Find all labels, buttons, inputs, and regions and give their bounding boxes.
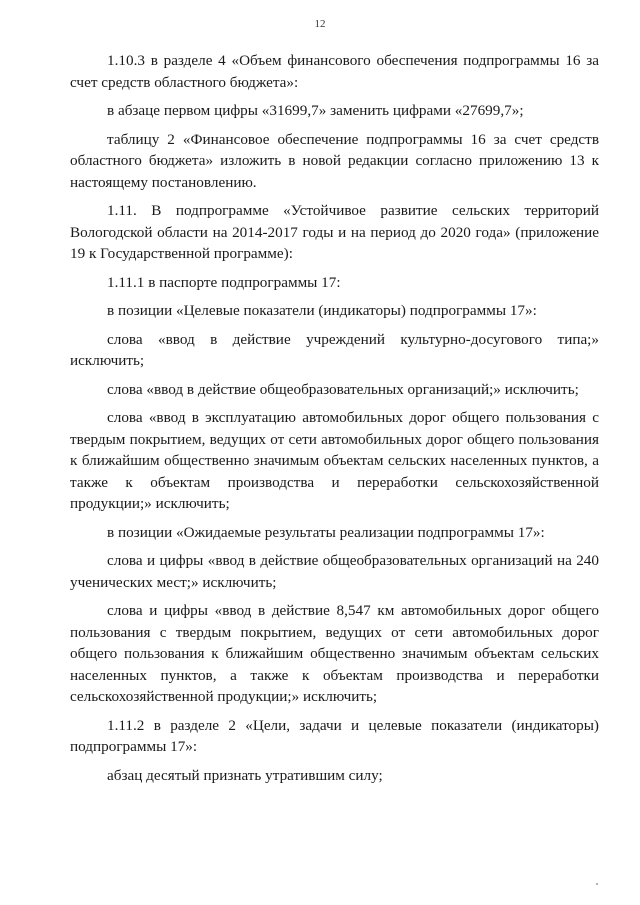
- paragraph-cultural-institutions: слова «ввод в действие учреждений культурно-досугового типа;» исключить;: [70, 330, 599, 369]
- scan-speck: [596, 883, 598, 885]
- paragraph-replace-figures: в абзаце первом цифры «31699,7» заменить цифрами «27699,7»;: [107, 102, 524, 119]
- paragraph-1-11: 1.11. В подпрограмме «Устойчивое развитие сельских территорий Вологодской области на 2014-2017 годы и на период до 2020 года» (приложение 19 к Государственной программе):: [70, 202, 599, 262]
- paragraph-road-km: слова и цифры «ввод в действие 8,547 км автомобильных дорог общего пользования с твердым покрытием, ведущих от сети автомобильных дорог общего пользования к ближайшим общественно значимым объектам сельских населенных пунктов, а также к объектам производства и переработки сельскохозяйственной продукции;» исключить;: [70, 602, 599, 705]
- page-number: 12: [314, 18, 326, 30]
- paragraph-roads: слова «ввод в эксплуатацию автомобильных дорог общего пользования с твердым покрытием, ведущих от сети автомобильных дорог общего пользования к ближайшим общественно значимым объектам сельских населенных пунктов, а также к объектам производства и переработки сельскохозяйственной продукции;» исключить;: [70, 409, 599, 512]
- paragraph-table-2: таблицу 2 «Финансовое обеспечение подпрограммы 16 за счет средств областного бюджета» изложить в новой редакции согласно приложению 13 к настоящему постановлению.: [70, 130, 599, 191]
- paragraph-expected-results: в позиции «Ожидаемые результаты реализации подпрограммы 17»:: [107, 523, 545, 541]
- paragraph-1-11-2: 1.11.2 в разделе 2 «Цели, задачи и целевые показатели (индикаторы) подпрограммы 17»:: [70, 716, 599, 755]
- paragraph-1-11-1: 1.11.1 в паспорте подпрограммы 17:: [107, 273, 341, 291]
- paragraph-educational-organizations: слова «ввод в действие общеобразовательных организаций;» исключить;: [107, 380, 579, 398]
- paragraph-target-indicators: в позиции «Целевые показатели (индикаторы) подпрограммы 17»:: [107, 302, 537, 319]
- document-body: [70, 50, 599, 793]
- paragraph-tenth-invalid: абзац десятый признать утратившим силу;: [107, 766, 383, 784]
- paragraph-student-places: слова и цифры «ввод в действие общеобразовательных организаций на 240 ученических мест;» исключить;: [70, 552, 599, 591]
- paragraph-1-10-3: 1.10.3 в разделе 4 «Объем финансового обеспечения подпрограммы 16 за счет средств областного бюджета»:: [70, 52, 599, 91]
